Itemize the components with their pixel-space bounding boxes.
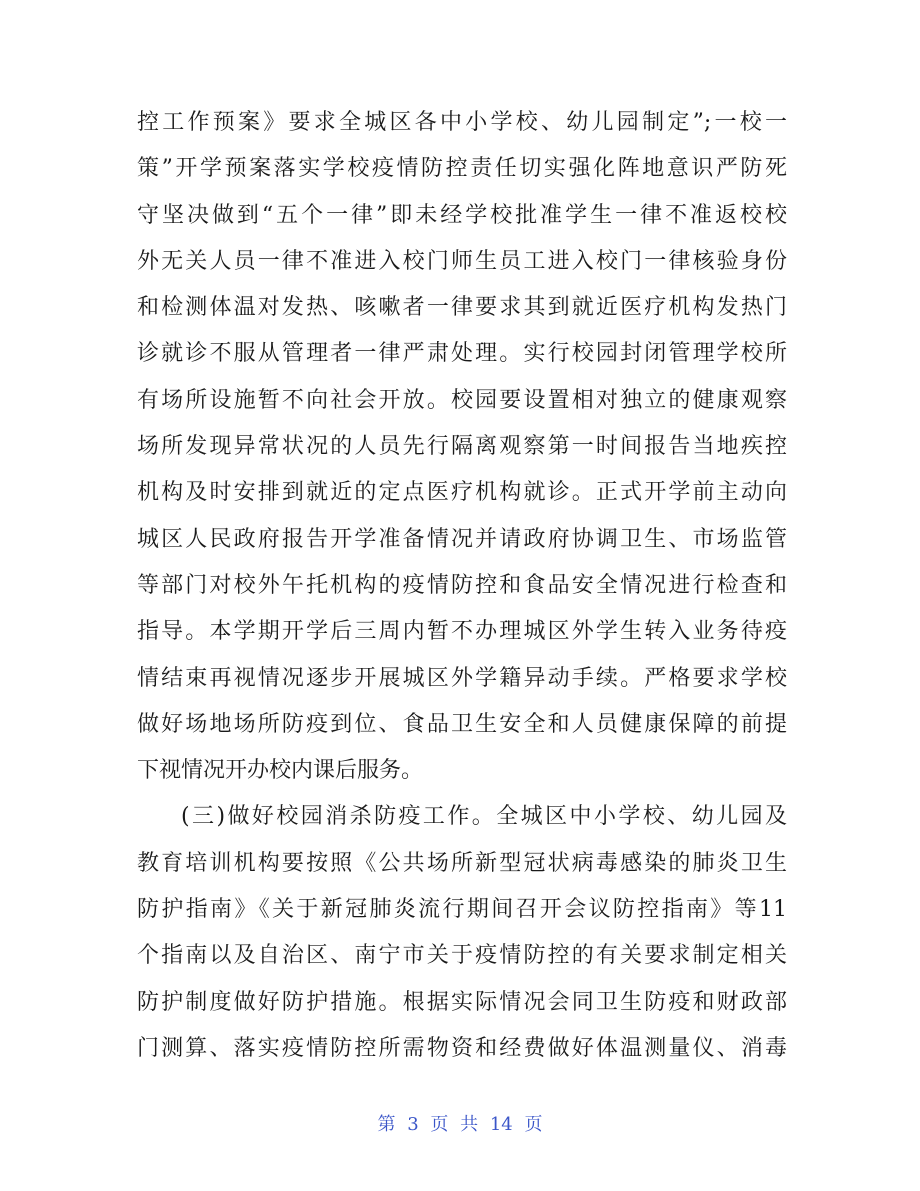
text-line: 情结束再视情况逐步开展城区外学籍异动手续。严格要求学校 [137, 665, 787, 691]
text-line: 外无关人员一律不准进入校门师生员工进入校门一律核验身份 [137, 248, 787, 274]
text-line: 守坚决做到“五个一律”即未经学校批准学生一律不准返校校 [137, 202, 787, 228]
text-line: 个指南以及自治区、南宁市关于疫情防控的有关要求制定相关 [137, 943, 787, 969]
text-line: 场所发现异常状况的人员先行隔离观察第一时间报告当地疾控 [137, 434, 787, 460]
paragraph [137, 100, 787, 794]
body-text [137, 100, 787, 1072]
text-line: 防护指南》《关于新冠肺炎流行期间召开会议防控指南》等11 [137, 897, 787, 923]
text-line: 诊就诊不服从管理者一律严肃处理。实行校园封闭管理学校所 [137, 341, 787, 367]
paragraph [137, 794, 787, 1072]
text-line: 下视情况开办校内课后服务。 [137, 758, 424, 784]
text-line: 和检测体温对发热、咳嗽者一律要求其到就近医疗机构发热门 [137, 295, 787, 321]
page-number-footer: 第 3 页 共 14 页 [377, 1114, 543, 1135]
text-line: 机构及时安排到就近的定点医疗机构就诊。正式开学前主动向 [137, 480, 787, 506]
text-line: 策”开学预案落实学校疫情防控责任切实强化阵地意识严防死 [137, 156, 787, 182]
text-line: 有场所设施暂不向社会开放。校园要设置相对独立的健康观察 [137, 387, 787, 413]
text-line: 防护制度做好防护措施。根据实际情况会同卫生防疫和财政部 [137, 989, 787, 1015]
text-line: 教育培训机构要按照《公共场所新型冠状病毒感染的肺炎卫生 [137, 850, 787, 876]
text-line: 门测算、落实疫情防控所需物资和经费做好体温测量仪、消毒 [137, 1035, 787, 1061]
text-line: 城区人民政府报告开学准备情况并请政府协调卫生、市场监管 [137, 526, 787, 552]
text-line: 控工作预案》要求全城区各中小学校、幼儿园制定”;一校一 [137, 110, 787, 135]
text-line: 做好场地场所防疫到位、食品卫生安全和人员健康保障的前提 [137, 711, 787, 737]
text-line: (三)做好校园消杀防疫工作。全城区中小学校、幼儿园及 [181, 804, 787, 830]
text-line: 指导。本学期开学后三周内暂不办理城区外学生转入业务待疫 [137, 619, 787, 645]
text-line: 等部门对校外午托机构的疫情防控和食品安全情况进行检查和 [137, 572, 787, 598]
